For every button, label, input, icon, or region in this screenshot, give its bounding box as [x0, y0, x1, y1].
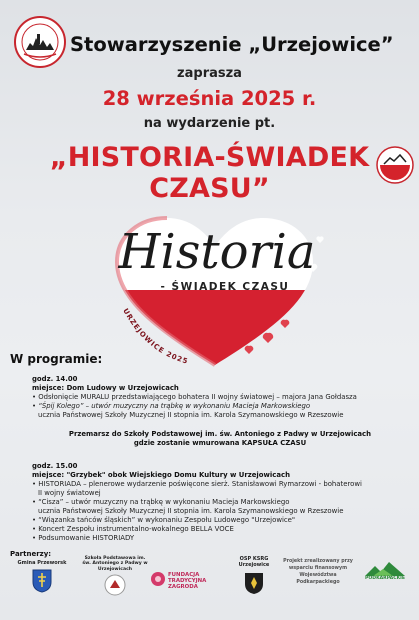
hero-script-word: Historia — [118, 224, 316, 280]
march-line: Przemarsz do Szkoły Podstawowej im. św. Antoniego z Padwy w Urzejowicach — [68, 430, 372, 438]
block1-item: • Odsłonięcie MURALU przedstawiającego bohatera II wojny światowej – majora Jana Gołdasza — [32, 393, 357, 401]
block1-item: • “Śpij Kolego” – utwór muzyczny na trąbkę w wykonaniu Macieja Markowskiego — [32, 402, 311, 410]
block2-item: • Koncert Zespołu instrumentalno-wokalnego BELLA VOCE — [32, 525, 234, 533]
event-title: „HISTORIA-ŚWIADEK CZASU” — [49, 142, 370, 204]
fire-brigade-emblem-icon — [243, 571, 265, 595]
heart-flag-graphic — [95, 210, 335, 370]
partners-label: Partnerzy: — [10, 550, 52, 558]
program-block-1 — [32, 375, 412, 420]
partner-name: FUNDACJA TRADYCYJNA ZAGRODA — [168, 572, 207, 591]
block2-item: ucznia Państwowej Szkoły Muzycznej II stopnia im. Karola Szymanowskiego w Rzeszowie — [38, 507, 344, 515]
event-label: na wydarzenie pt. — [143, 116, 276, 131]
block2-item: • “Cisza” – utwór muzyczny na trąbkę w wykonaniu Macieja Markowskiego — [32, 498, 290, 506]
school-emblem-icon — [104, 574, 126, 596]
event-badge-logo — [376, 146, 414, 184]
block2-time: godz. 15.00 — [32, 462, 78, 470]
block1-item: ucznia Państwowej Szkoły Muzycznej II stopnia im. Karola Szymanowskiego w Rzeszowie — [38, 411, 344, 419]
block2-item: II wojny światowej — [38, 489, 101, 497]
block2-item: • Podsumowanie HISTORIADY — [32, 534, 135, 542]
partner-osp — [224, 556, 284, 595]
block2-item: • “Wiązanka tańców śląskich” w wykonaniu Zespołu Ludowego "Urzejowice" — [32, 516, 296, 524]
partner-name: OSP KSRG Urzejowice — [238, 556, 270, 568]
association-logo — [14, 16, 66, 68]
coat-of-arms-icon — [32, 569, 52, 593]
flower-logo-icon — [150, 571, 166, 587]
block2-place: miejsce: "Grzybek" obok Wiejskiego Domu Kultury w Urzejowicach — [32, 471, 290, 479]
program-block-2 — [32, 462, 412, 543]
partner-name: PODKARPACKIE — [364, 576, 405, 581]
partner-school — [82, 556, 148, 596]
partner-podkarpackie — [356, 560, 414, 582]
program-heading: W programie: — [10, 352, 103, 366]
block1-time: godz. 14.00 — [32, 375, 78, 383]
hero-arc-text: URZEJOWICE 2025 — [121, 307, 190, 366]
partner-funding-note — [283, 558, 353, 586]
organization-name: Stowarzyszenie „Urzejowice” — [70, 33, 394, 56]
block1-place: miejsce: Dom Ludowy w Urzejowicach — [32, 384, 179, 392]
march-info — [20, 430, 419, 448]
hero-subtitle: - ŚWIADEK CZASU — [160, 281, 290, 293]
march-line: gdzie zostanie wmurowana KAPSUŁA CZASU — [133, 439, 307, 447]
partner-gmina — [12, 560, 72, 593]
partner-name: Gmina Przeworsk — [17, 560, 67, 566]
partner-name: Projekt zrealizowany przy wsparciu finansowym Województwa Podkarpackiego — [283, 559, 353, 585]
partner-name: Szkoła Podstawowa im. św. Antoniego z Padwy w Urzejowicach — [82, 556, 148, 572]
event-date: 28 września 2025 r. — [102, 87, 317, 110]
mountains-logo-icon — [365, 560, 405, 576]
block2-item: • HISTORIADA – plenerowe wydarzenie poświęcone sierż. Stanisławowi Rymarzowi - bohaterowi — [32, 480, 362, 488]
invites-text: zaprasza — [177, 66, 242, 81]
